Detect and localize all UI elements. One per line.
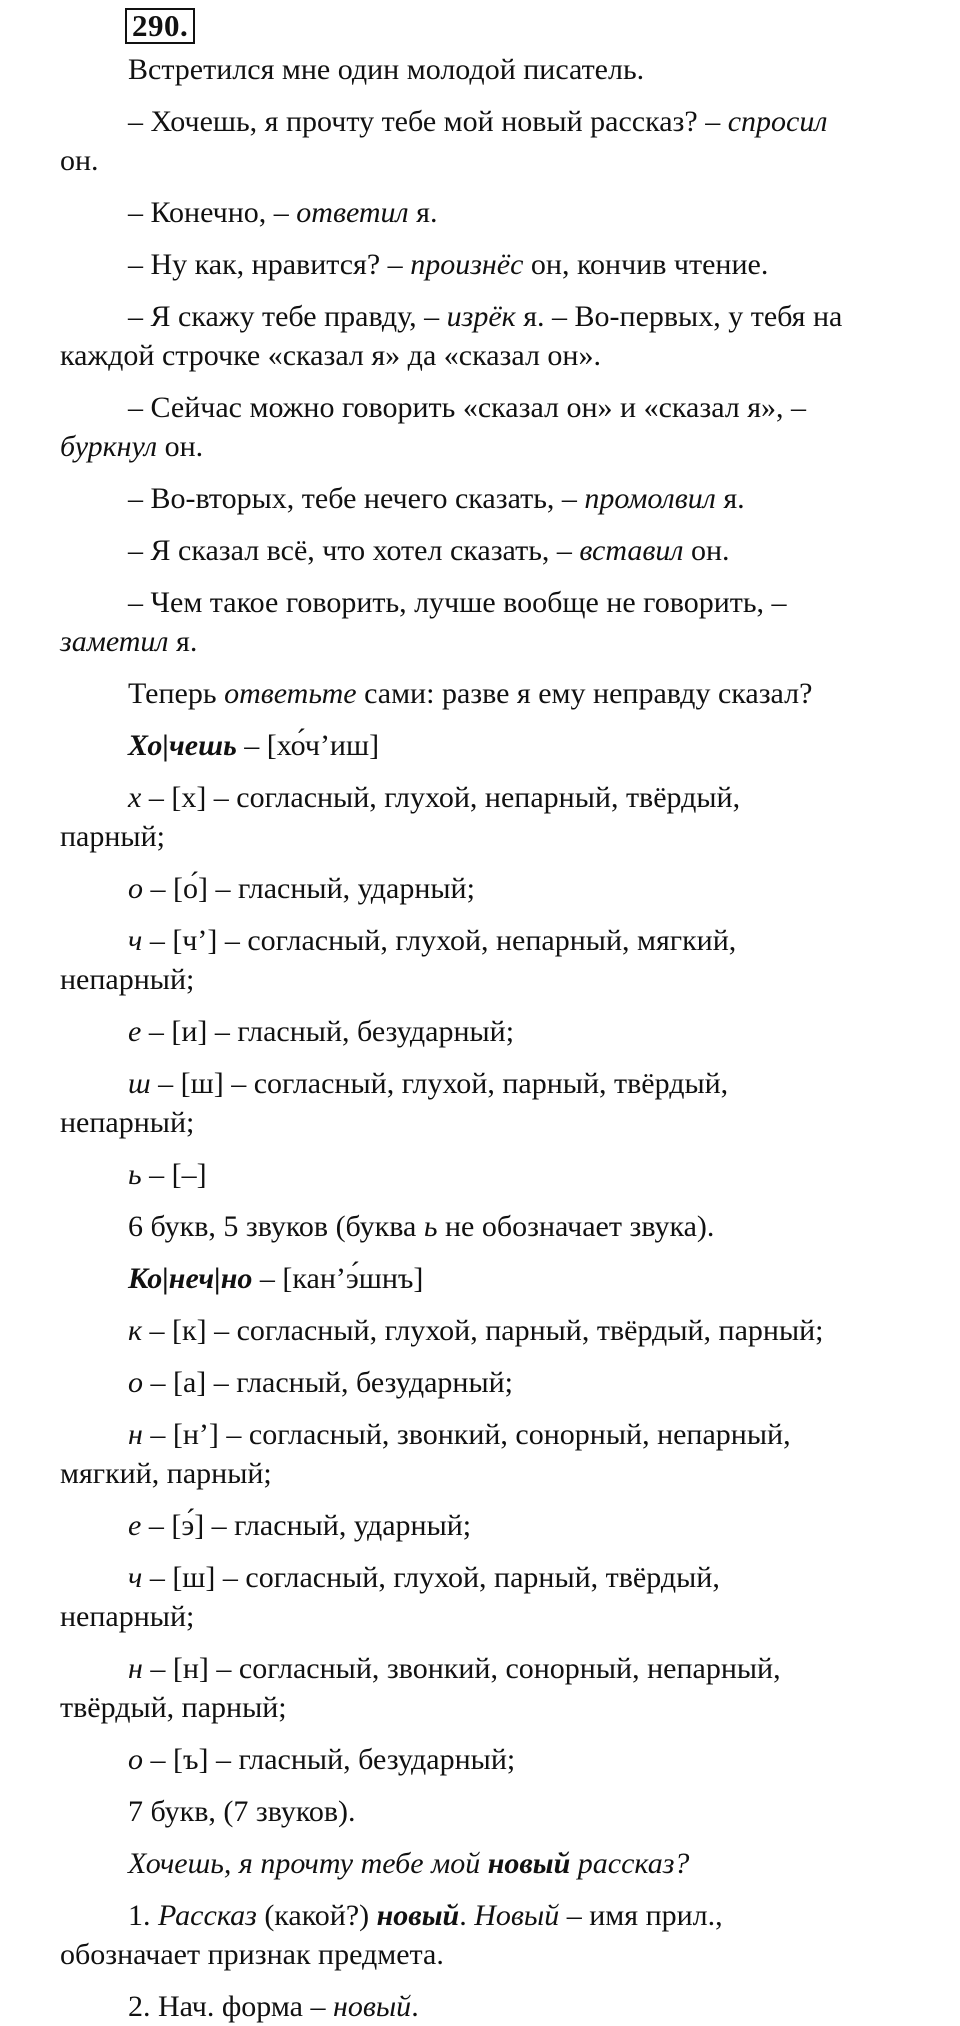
item-number: 1. [128, 1899, 151, 1932]
text-fragment: каждой строчке «сказал я» да «сказал он». [60, 339, 601, 372]
letter-description: – [н’] – согласный, звонкий, сонорный, непарный, [150, 1418, 791, 1451]
text-fragment: – Конечно, – [128, 196, 289, 229]
text-fragment: Встретился мне один молодой писатель. [128, 53, 645, 86]
letter-description: непарный; [60, 1600, 195, 1633]
text-paragraph [60, 297, 940, 336]
letter-line [60, 1012, 940, 1051]
morphological-analysis [60, 1844, 940, 2026]
letter: к [128, 1314, 143, 1347]
punctuation: . [411, 1990, 419, 2023]
letter-description: – [к] – согласный, глухой, парный, твёрдый, парный; [149, 1314, 824, 1347]
letter-line-continuation [60, 1688, 940, 1727]
text-fragment: – Во-вторых, тебе нечего сказать, – [128, 482, 577, 515]
analyzed-word: Хо|чешь [128, 729, 237, 762]
letter-line [60, 1064, 940, 1103]
letter-description: – [н] – согласный, звонкий, сонорный, непарный, [150, 1652, 781, 1685]
letter-line-continuation [60, 1454, 940, 1493]
letter-description: непарный; [60, 1106, 195, 1139]
analysis-summary [60, 1207, 940, 1246]
speech-verb: заметил [60, 625, 169, 658]
text-fragment: я. [416, 196, 438, 229]
text-paragraph [60, 531, 940, 570]
text-fragment: я. [176, 625, 198, 658]
analysis-word-line [60, 726, 940, 765]
text-paragraph [60, 479, 940, 518]
letter-description: непарный; [60, 963, 195, 996]
speech-verb: промолвил [584, 482, 716, 515]
text-paragraph-continuation [60, 141, 940, 180]
letter: н [128, 1418, 143, 1451]
text-paragraph-continuation [60, 336, 940, 375]
letter-line [60, 1506, 940, 1545]
letter: ш [128, 1067, 151, 1100]
letter-line [60, 1558, 940, 1597]
sentence-fragment: Хочешь, я прочту тебе мой [128, 1847, 481, 1880]
letter-line-continuation [60, 1103, 940, 1142]
analysis-word-line [60, 1259, 940, 1298]
summary-text: 6 букв, 5 звуков (буква [128, 1210, 417, 1243]
letter-description: парный; [60, 820, 165, 853]
letter: х [128, 781, 142, 814]
phonetic-analysis-1 [60, 726, 940, 1246]
speech-verb: произнёс [410, 248, 524, 281]
summary-text: 7 букв, (7 звуков). [128, 1795, 356, 1828]
text-fragment: Теперь [128, 677, 217, 710]
text-paragraph [60, 388, 940, 427]
letter: о [128, 872, 143, 905]
text-fragment: – Хочешь, я прочту тебе мой новый рассказ? – [128, 105, 721, 138]
letter-description: – [–] [149, 1158, 207, 1191]
transcription: – [хо́ч’иш] [244, 729, 380, 762]
letter-line [60, 1415, 940, 1454]
speech-verb: ответьте [224, 677, 357, 710]
letter-line [60, 1363, 940, 1402]
text-paragraph-continuation [60, 427, 940, 466]
letter-line [60, 1649, 940, 1688]
item-text: – имя прил., [566, 1899, 723, 1932]
letter-description: – [ш] – согласный, глухой, парный, твёрдый, [158, 1067, 729, 1100]
letter: ь [423, 1210, 438, 1243]
letter-line-continuation [60, 1597, 940, 1636]
punctuation: . [459, 1899, 467, 1932]
text-paragraph [60, 193, 940, 232]
text-fragment: – Чем такое говорить, лучше вообще не говорить, – [128, 586, 787, 619]
text-fragment: он. [690, 534, 730, 567]
letter-line-continuation [60, 817, 940, 856]
textbook-page [60, 0, 940, 2026]
letter-description: мягкий, парный; [60, 1457, 272, 1490]
analyzed-word: Ко|неч|но [128, 1262, 253, 1295]
letter: н [128, 1652, 143, 1685]
summary-text: не обозначает звука). [445, 1210, 715, 1243]
letter-description: – [и] – гласный, безударный; [148, 1015, 515, 1048]
exercise-number: 290. [125, 8, 195, 44]
speech-verb: вставил [579, 534, 684, 567]
text-fragment: он. [60, 144, 99, 177]
text-paragraph-continuation [60, 622, 940, 661]
text-fragment: – Я сказал всё, что хотел сказать, – [128, 534, 572, 567]
item-word: Новый [474, 1899, 560, 1932]
speech-verb: изрёк [446, 300, 516, 333]
item-word: Рассказ [158, 1899, 257, 1932]
letter-line [60, 921, 940, 960]
text-fragment: он. [164, 430, 204, 463]
analysis-item-continuation [60, 1935, 940, 1974]
item-question: (какой?) [264, 1899, 370, 1932]
letter-description: – [х] – согласный, глухой, непарный, твёрдый, [148, 781, 741, 814]
analysis-sentence [60, 1844, 940, 1883]
exercise-text [60, 50, 940, 713]
text-paragraph [60, 245, 940, 284]
letter: о [128, 1743, 143, 1776]
text-fragment: – Сейчас можно говорить «сказал он» и «сказал я», – [128, 391, 807, 424]
analyzed-word: новый [376, 1899, 460, 1932]
text-fragment: – Ну как, нравится? – [128, 248, 403, 281]
text-fragment: я. [723, 482, 745, 515]
letter-line [60, 1740, 940, 1779]
speech-verb: ответил [296, 196, 409, 229]
item-word: новый [332, 1990, 412, 2023]
text-paragraph [60, 50, 940, 89]
letter: е [128, 1509, 142, 1542]
text-fragment: – Я скажу тебе правду, – [128, 300, 440, 333]
letter-description: – [а] – гласный, безударный; [150, 1366, 514, 1399]
text-fragment: я. – Во-первых, у тебя на [523, 300, 843, 333]
letter: ч [128, 924, 143, 957]
letter-description: – [ъ] – гласный, безударный; [150, 1743, 516, 1776]
letter-line [60, 1311, 940, 1350]
letter-description: – [ш] – согласный, глухой, парный, твёрдый, [149, 1561, 720, 1594]
text-fragment: сами: разве я ему неправду сказал? [364, 677, 813, 710]
letter-description: твёрдый, парный; [60, 1691, 287, 1724]
letter-description: – [э́] – гласный, ударный; [148, 1509, 472, 1542]
speech-verb: буркнул [60, 430, 158, 463]
text-paragraph [60, 674, 940, 713]
letter-description: – [ч’] – согласный, глухой, непарный, мягкий, [149, 924, 737, 957]
transcription: – [кан’э́шнъ] [259, 1262, 424, 1295]
analysis-item [60, 1896, 940, 1935]
letter-line [60, 869, 940, 908]
text-paragraph [60, 102, 940, 141]
letter-description: – [о́] – гласный, ударный; [150, 872, 475, 905]
letter: ч [128, 1561, 143, 1594]
analysis-item [60, 1987, 940, 2026]
sentence-fragment: рассказ? [577, 1847, 690, 1880]
analysis-summary [60, 1792, 940, 1831]
phonetic-analysis-2 [60, 1259, 940, 1831]
letter: о [128, 1366, 143, 1399]
letter-line [60, 1155, 940, 1194]
item-text: 2. Нач. форма – [128, 1990, 326, 2023]
text-paragraph [60, 583, 940, 622]
letter-line [60, 778, 940, 817]
speech-verb: спросил [727, 105, 828, 138]
text-fragment: он, кончив чтение. [530, 248, 769, 281]
analyzed-word: новый [487, 1847, 571, 1880]
letter-line-continuation [60, 960, 940, 999]
letter: ь [128, 1158, 142, 1191]
letter: е [128, 1015, 142, 1048]
item-text: обозначает признак предмета. [60, 1938, 444, 1971]
